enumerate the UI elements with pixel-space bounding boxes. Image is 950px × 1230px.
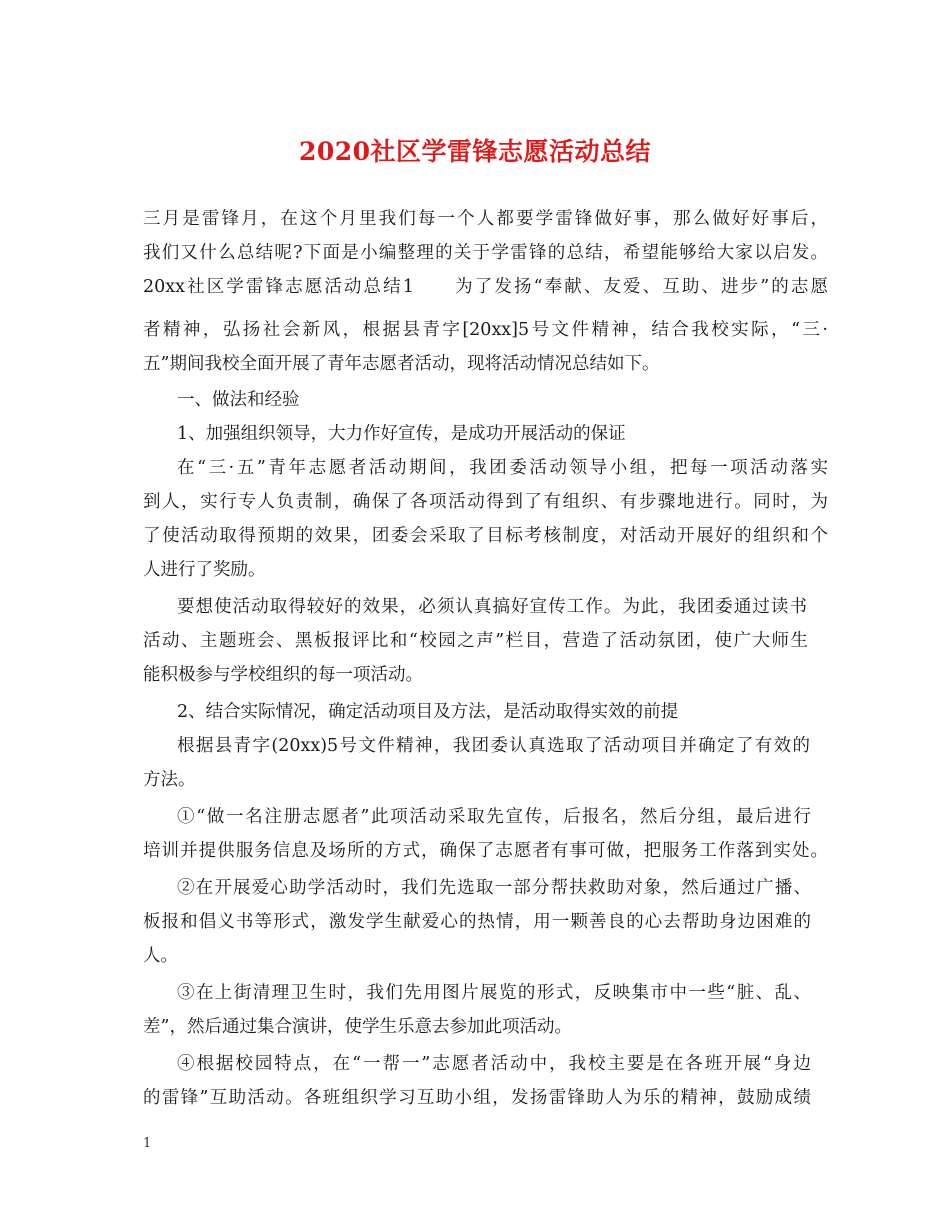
text-line: 差”，然后通过集合演讲，使学生乐意去参加此项活动。: [143, 1017, 572, 1037]
text-line: 活动、主题班会、黑板报评比和“校园之声”栏目，营造了活动氛团，使广大师生: [143, 631, 808, 651]
text-line: ①“做一名注册志愿者”此项活动采取先宣传，后报名，然后分组，最后进行: [177, 807, 811, 827]
text-line: 到人，实行专人负责制，确保了各项活动得到了有组织、有步骤地进行。同时，为: [143, 492, 828, 512]
subsection-heading: 1、加强组织领导，大力作好宣传，是成功开展活动的保证: [177, 424, 626, 444]
text-line: 了使活动取得预期的效果，团委会采取了目标考核制度，对活动开展好的组织和个: [143, 526, 828, 546]
text-line: 根据县青字(20xx)5号文件精神，我团委认真选取了活动项目并确定了有效的: [177, 736, 810, 756]
text-line: 要想使活动取得较好的效果，必须认真搞好宣传工作。为此，我团委通过读书: [177, 597, 807, 617]
text-line: 20xx社区学雷锋志愿活动总结1 为了发扬“奉献、友爱、互助、进步”的志愿: [143, 277, 828, 297]
text-line: 能积极参与学校组织的每一项活动。: [143, 665, 423, 685]
document-title: 2020社区学雷锋志愿活动总结: [298, 137, 652, 166]
text-line: ②在开展爱心助学活动时，我们先选取一部分帮扶救助对象，然后通过广播、: [177, 878, 811, 898]
text-line: 人。: [143, 946, 178, 966]
text-line: 在“三·五”青年志愿者活动期间，我团委活动领导小组，把每一项活动落实: [177, 458, 828, 478]
section-heading: 一、做法和经验: [177, 390, 300, 410]
text-line: 人进行了奖励。: [143, 560, 266, 580]
text-line: ④根据校园特点，在“一帮一”志愿者活动中，我校主要是在各班开展“身边: [177, 1054, 811, 1074]
page-number: 1: [143, 1136, 152, 1151]
text-line: 的雷锋”互助活动。各班组织学习互助小组，发扬雷锋助人为乐的精神，鼓励成绩: [143, 1088, 811, 1108]
text-line: 方法。: [143, 770, 196, 790]
text-line: 板报和倡义书等形式，激发学生献爱心的热情，用一颗善良的心去帮助身边困难的: [143, 912, 811, 932]
subsection-heading: 2、结合实际情况，确定活动项目及方法，是活动取得实效的前提: [177, 702, 679, 722]
text-line: 五”期间我校全面开展了青年志愿者活动，现将活动情况总结如下。: [143, 354, 660, 374]
text-line: 我们又什么总结呢?下面是小编整理的关于学雷锋的总结，希望能够给大家以启发。: [143, 243, 828, 263]
text-line: 培训并提供服务信息及场所的方式，确保了志愿者有事可做，把服务工作落到实处。: [143, 841, 828, 861]
text-line: ③在上街清理卫生时，我们先用图片展览的形式，反映集市中一些“脏、乱、: [177, 983, 811, 1003]
text-line: 者精神，弘扬社会新风，根据县青字[20xx]5号文件精神，结合我校实际，“三·: [143, 320, 828, 340]
text-line: 三月是雷锋月，在这个月里我们每一个人都要学雷锋做好事，那么做好好事后，: [143, 209, 828, 229]
